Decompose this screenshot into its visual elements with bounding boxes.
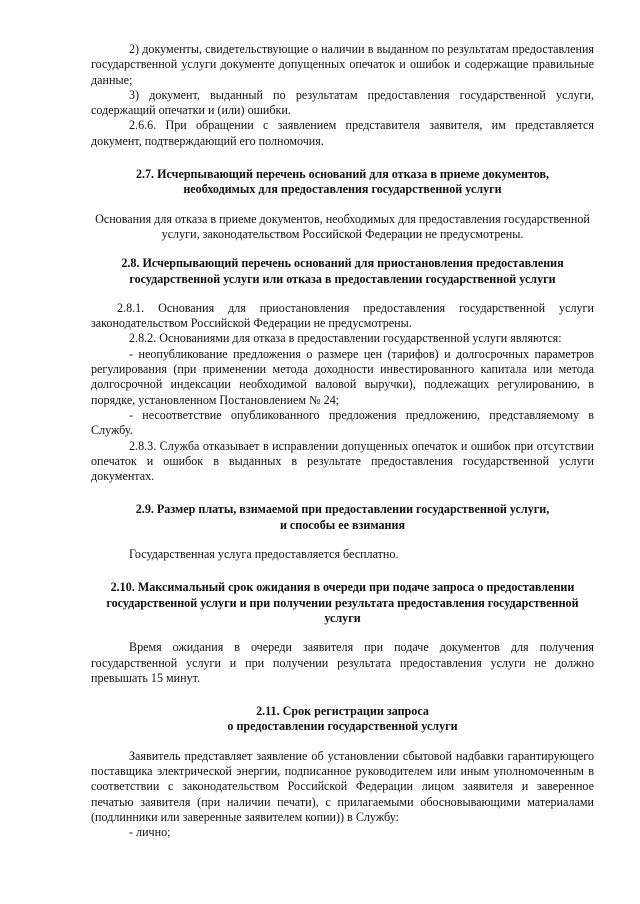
heading-2-9: 2.9. Размер платы, взимаемой при предоставлении государственной услуги, и способы ее взимания — [135, 502, 550, 532]
heading-2-10: 2.10. Максимальный срок ожидания в очереди при подаче запроса о предоставлении государственной услуги и при получении результата предоставления государственной услуги — [106, 580, 579, 625]
paragraph-2-9-body: Государственная услуга предоставляется бесплатно. — [129, 547, 399, 562]
paragraph-2-8-2-item-2: - несоответствие опубликованного предложения предложению, представляемому в Службу. — [91, 407, 594, 438]
paragraph-2-8-2: 2.8.2. Основаниями для отказа в предоставлении государственной услуги являются: — [129, 331, 562, 346]
paragraph-2-8-2-item-1: - неопубликование предложения о размере цен (тарифов) и долгосрочных параметров регулирования (при применении метода доходности инвестированного капитала или метода долгосрочной индексации необходимой валовой выручки), подлежащих регулированию, в порядке, установленном Постановлением № 24; — [91, 346, 594, 407]
heading-2-11-line-2: о предоставлении государственной услуги — [227, 719, 458, 734]
paragraph-item-2: 2) документы, свидетельствующие о наличии в выданном по результатам предоставления государственной услуги документе допущенных опечаток и ошибок и содержащие правильные данные; — [91, 42, 594, 87]
heading-2-8: 2.8. Исчерпывающий перечень оснований для приостановления предоставления государственной услуги или отказа в предоставлении государственной услуги — [121, 256, 564, 286]
paragraph-2-7-body: Основания для отказа в приеме документов, необходимых для предоставления государственной услуги, законодательством Российской Федерации не предусмотрены. — [95, 211, 590, 241]
heading-2-7: 2.7. Исчерпывающий перечень оснований для отказа в приеме документов, необходимых для предоставления государственной услуги — [135, 167, 550, 197]
paragraph-2-6-6: 2.6.6. При обращении с заявлением представителя заявителя, им представляется документ, подтверждающий его полномочия. — [91, 118, 594, 148]
paragraph-2-11-item-personal: - лично; — [129, 825, 171, 840]
heading-2-11-line-1: 2.11. Срок регистрации запроса — [256, 704, 429, 719]
paragraph-2-8-3: 2.8.3. Служба отказывает в исправлении допущенных опечаток и ошибок при отсутствии опечаток и ошибок в выданных в результате предоставления государственной услуги документах. — [91, 438, 594, 484]
paragraph-item-3: 3) документ, выданный по результатам предоставления государственной услуги, содержащий опечатки и (или) ошибки. — [91, 87, 594, 118]
paragraph-2-10-body: Время ожидания в очереди заявителя при подаче документов для получения государственной услуги и при получении результата предоставления услуги не должно превышать 15 минут. — [91, 640, 594, 685]
paragraph-2-11-body: Заявитель представляет заявление об установлении сбытовой надбавки гарантирующего поставщика электрической энергии, подписанное руководителем или иным уполномоченным в соответствии с законодательством Российской Федерации лицом заявителя и заверенное печатью заявителя (при наличии печати), с прилагаемыми обосновывающими материалами (подлинники или заверенные заявителем копии)) в Службу: — [91, 748, 594, 824]
document-page — [91, 42, 594, 840]
paragraph-2-8-1: 2.8.1. Основания для приостановления предоставления государственной услуги законодательством Российской Федерации не предусмотрены. — [91, 300, 594, 331]
